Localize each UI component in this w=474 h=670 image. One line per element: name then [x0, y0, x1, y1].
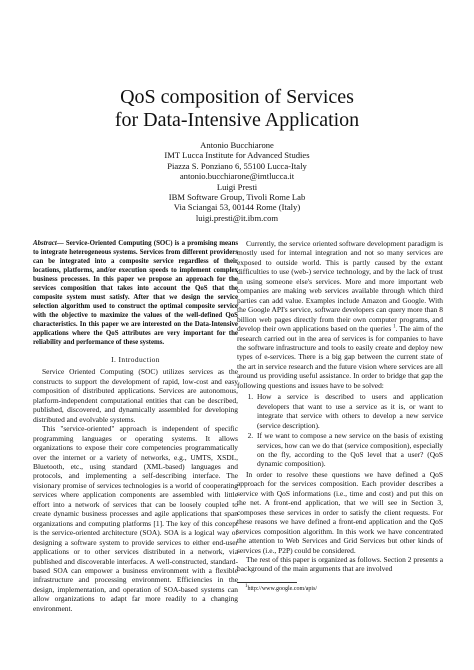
list-item: 1. How a service is described to users and application developers that want to use a service as it is, or want to integrate that service with others to develop a new service (service description). — [255, 392, 443, 430]
author-affiliation: IMT Lucca Institute for Advanced Studies — [164, 150, 310, 161]
footnote — [237, 583, 443, 594]
author-affiliation: IBM Software Group, Tivoli Rome Lab — [168, 192, 306, 203]
author-name: Luigi Presti — [216, 181, 258, 192]
list-item: 2. If we want to compose a new service on the basis of existing services, how can we do that (service composition), especially on the fly, according to the QoS level that a user? (QoS dynamic composition). — [255, 431, 443, 469]
body-paragraph: Service Oriented Computing (SOC) utilizes services as the constructs to support the development of rapid, low-cost and easy composition of distributed applications. Services are autonomous, platform-independent computational entities that can be described, published, discovered, and dynamically assembled for developing distributed and evolvable systems. — [33, 367, 238, 424]
paper-title — [0, 86, 474, 132]
author-address: Via Sciangai 53, 00144 Rome (Italy) — [173, 202, 301, 213]
author-email: antonio.bucchiarone@imtlucca.it — [179, 171, 295, 182]
footnote-text[interactable]: http://www.google.com/apis/ — [247, 585, 318, 592]
footnote-mark: 1 — [245, 583, 248, 589]
paragraph-text: Currently, the service oriented software development paradigm is mostly used for internal integration and not so many services are exposed to outside world. This is partly caused by the extant difficulties to use (web-) service technology, and by the lack of trust in using someone else's services. More and more important web companies are making web services available through which third parties can add value. Examples include Amazon and Google. With the Google API's service, software developers can query more than 8 billion web pages directly from their own computer programs, and develop their own applications based on the queries — [237, 239, 443, 334]
footnote-divider — [237, 582, 297, 583]
body-paragraph: In order to resolve these questions we have defined a QoS approach for the services composition. Each provider describes a service with QoS informations (i.e., time and cost) and put this on the net. A front-end application, that we will see in Section 3, composes these services in order to satisfy the client requests. For these reasons we have defined a front-end application and the QoS services composition algorithm. In this work we have concentrated the attention to Web Services and Grid Services but other kinds of services (i.e., P2P) could be considered. — [237, 469, 443, 555]
paragraph-text: . The aim of the research carried out in the area of services is for companies to have the software infrastructure and tools to easily create and deploy new types of e-services. There is a big gap between the current state of the art in service research and the future vision where services are all around us providing useful assistance. In order to bridge that gap the following questions and issues have to be solved: — [237, 324, 443, 390]
question-list — [237, 392, 443, 469]
left-column — [33, 239, 238, 613]
body-paragraph: The rest of this paper is organized as follows. Section 2 presents a background of the main arguments that are involved — [237, 554, 443, 574]
body-paragraph: This "service-oriented" approach is independent of specific programming languages or operating systems. It allows organizations to expose their core competencies programmatically over the internet or a variety of networks, e.g., UMTS, XSDL, Bluetooth, etc., using standard (XML-based) languages and protocols, and implementing a self-describing interface. The visionary promise of services technologies is a world of cooperating services where application components are assembled with little effort into a network of services that can be loosely coupled to create dynamic business processes and agile applications that span organizations and computing platforms [1]. The key of this concept is the service-oriented architecture (SOA). SOA is a logical way of designing a software system to provide services to either end-user applications or to other services distributed in a network, via published and discoverable interfaces. A well-constructed, standard-based SOA can empower a business environment with a flexible infrastructure and processing environment. Efficiencies in the design, implementation, and operation of SOA-based systems can allow organizations to adapt far more readily to a changing environment. — [33, 424, 238, 613]
author-address: Piazza S. Ponziano 6, 55100 Lucca-Italy — [167, 160, 307, 171]
author-block — [0, 140, 474, 223]
title-line-2: for Data-Intensive Application — [114, 109, 360, 131]
author-name: Antonio Bucchiarone — [200, 140, 274, 150]
section-heading: I. Introduction — [111, 355, 160, 364]
title-line-1: QoS composition of Services — [120, 86, 354, 108]
author-email: luigi.presti@it.ibm.com — [195, 212, 279, 223]
abstract-text: — Service-Oriented Computing (SOC) is a promising means to integrate heterogeneous systems. Services from different providers can be integrated into a composite service regardless of their locations, platforms, and/or execution speeds to implement complex business processes. In this paper we propose an approach for the services composition that takes into account the QoS that the composite system must satisfy. After that we design the service selection algorithm used to construct the optimal composite service with the objective to maximize the values of the well-defined QoS characteristics. In this paper we are interested on the Data-Intensive applications where the QoS attributes are very important for the reliability and performance of these systems. — [33, 240, 238, 346]
right-column — [237, 239, 443, 593]
footnote-reference: 1 — [393, 324, 396, 330]
abstract — [33, 239, 238, 347]
body-paragraph — [237, 239, 443, 390]
abstract-label: Abstract — [33, 240, 57, 247]
